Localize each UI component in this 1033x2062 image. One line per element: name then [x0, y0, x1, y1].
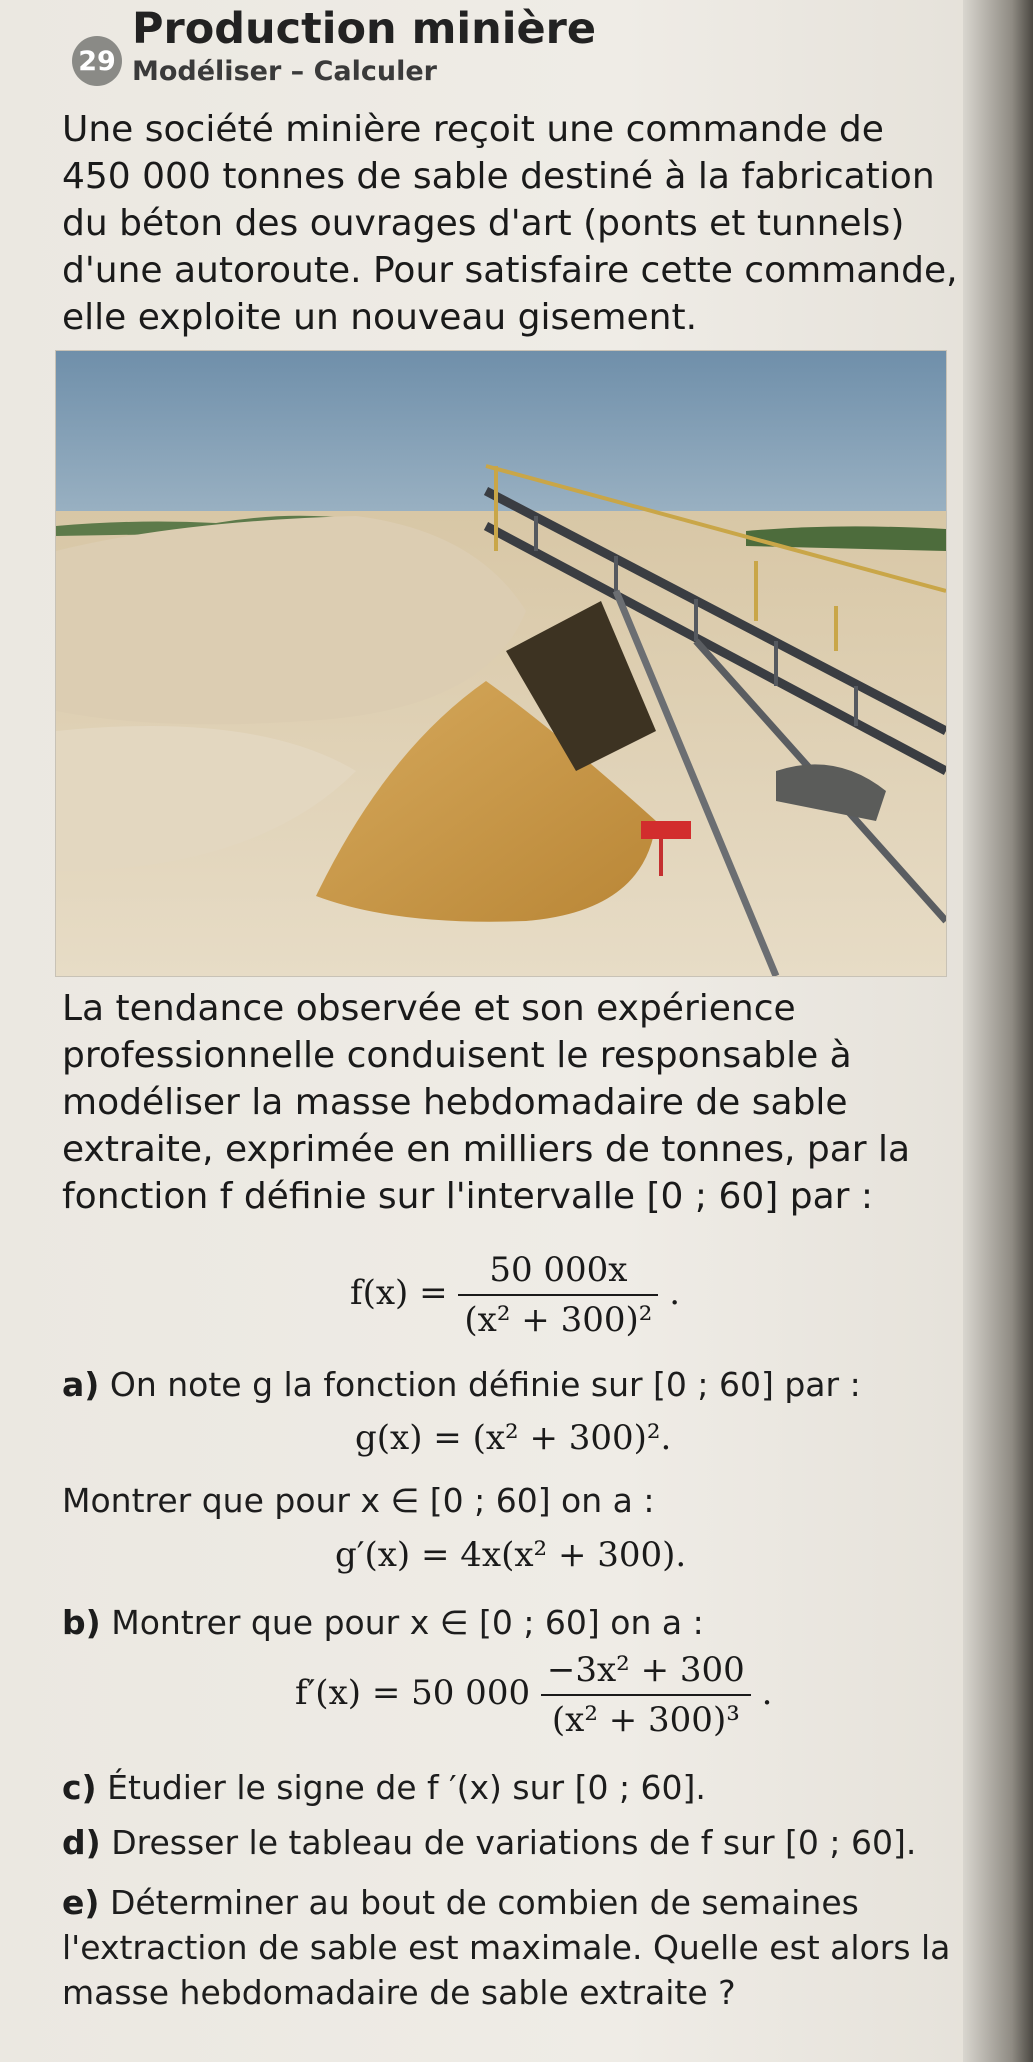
question-a-letter: a): [62, 1365, 100, 1404]
f-derivative-denominator: (x² + 300)³: [551, 1700, 740, 1740]
quarry-conveyor-illustration: [56, 351, 946, 976]
f-numerator: 50 000x: [458, 1250, 658, 1296]
book-spine-shadow: [963, 0, 1033, 2062]
question-c: [62, 1765, 962, 1810]
f-denominator: (x² + 300)²: [464, 1300, 653, 1340]
f-derivative-end: .: [761, 1673, 773, 1713]
question-a-text2: Montrer que pour x ∈ [0 ; 60] on a :: [62, 1481, 655, 1520]
f-derivative-lhs: f′(x) = 50 000: [295, 1673, 531, 1713]
question-e-text: Déterminer au bout de combien de semaines l'extraction de sable est maximale. Quelle est alors la masse hebdomadaire de sable extraite ?: [62, 1883, 951, 2012]
context-paragraph: La tendance observée et son expérience professionnelle conduisent le responsable à modéliser la masse hebdomadaire de sable extraite, exprimée en milliers de tonnes, par la fonction f définie sur l'intervalle [0 ; 60] par :: [62, 988, 911, 1217]
question-a: [62, 1362, 962, 1407]
question-d-letter: d): [62, 1823, 101, 1862]
question-c-letter: c): [62, 1768, 97, 1807]
f-definition-formula: [350, 1250, 680, 1340]
exercise-title: Production minière: [132, 4, 596, 54]
f-derivative-formula: [295, 1650, 772, 1740]
sand-quarry-photo: [55, 350, 947, 977]
question-b-letter: b): [62, 1603, 101, 1642]
exercise-subtitle: Modéliser – Calculer: [132, 56, 437, 87]
question-c-text: Étudier le signe de f ′(x) sur [0 ; 60].: [107, 1768, 706, 1807]
question-d: [62, 1820, 962, 1865]
f-formula-end: .: [669, 1273, 680, 1313]
question-d-text: Dresser le tableau de variations de f sur [0 ; 60].: [111, 1823, 917, 1862]
question-e-letter: e): [62, 1883, 100, 1922]
g-derivative-formula: g′(x) = 4x(x² + 300).: [335, 1535, 687, 1575]
f-fraction: [458, 1250, 658, 1340]
question-a-text: On note g la fonction définie sur [0 ; 60] par :: [109, 1365, 861, 1404]
f-formula-lhs: f(x) =: [350, 1273, 459, 1313]
f-derivative-numerator: −3x² + 300: [541, 1650, 751, 1696]
f-derivative-fraction: [541, 1650, 751, 1740]
g-definition-formula: g(x) = (x² + 300)².: [355, 1418, 672, 1458]
question-b-text: Montrer que pour x ∈ [0 ; 60] on a :: [111, 1603, 704, 1642]
question-e: [62, 1880, 962, 2015]
intro-paragraph: Une société minière reçoit une commande de 450 000 tonnes de sable destiné à la fabrication du béton des ouvrages d'art (ponts et tunnels) d'une autoroute. Pour satisfaire cette commande, elle exploite un nouveau gisement.: [62, 109, 958, 338]
question-b: [62, 1600, 962, 1645]
exercise-number-badge: 29: [72, 36, 122, 86]
